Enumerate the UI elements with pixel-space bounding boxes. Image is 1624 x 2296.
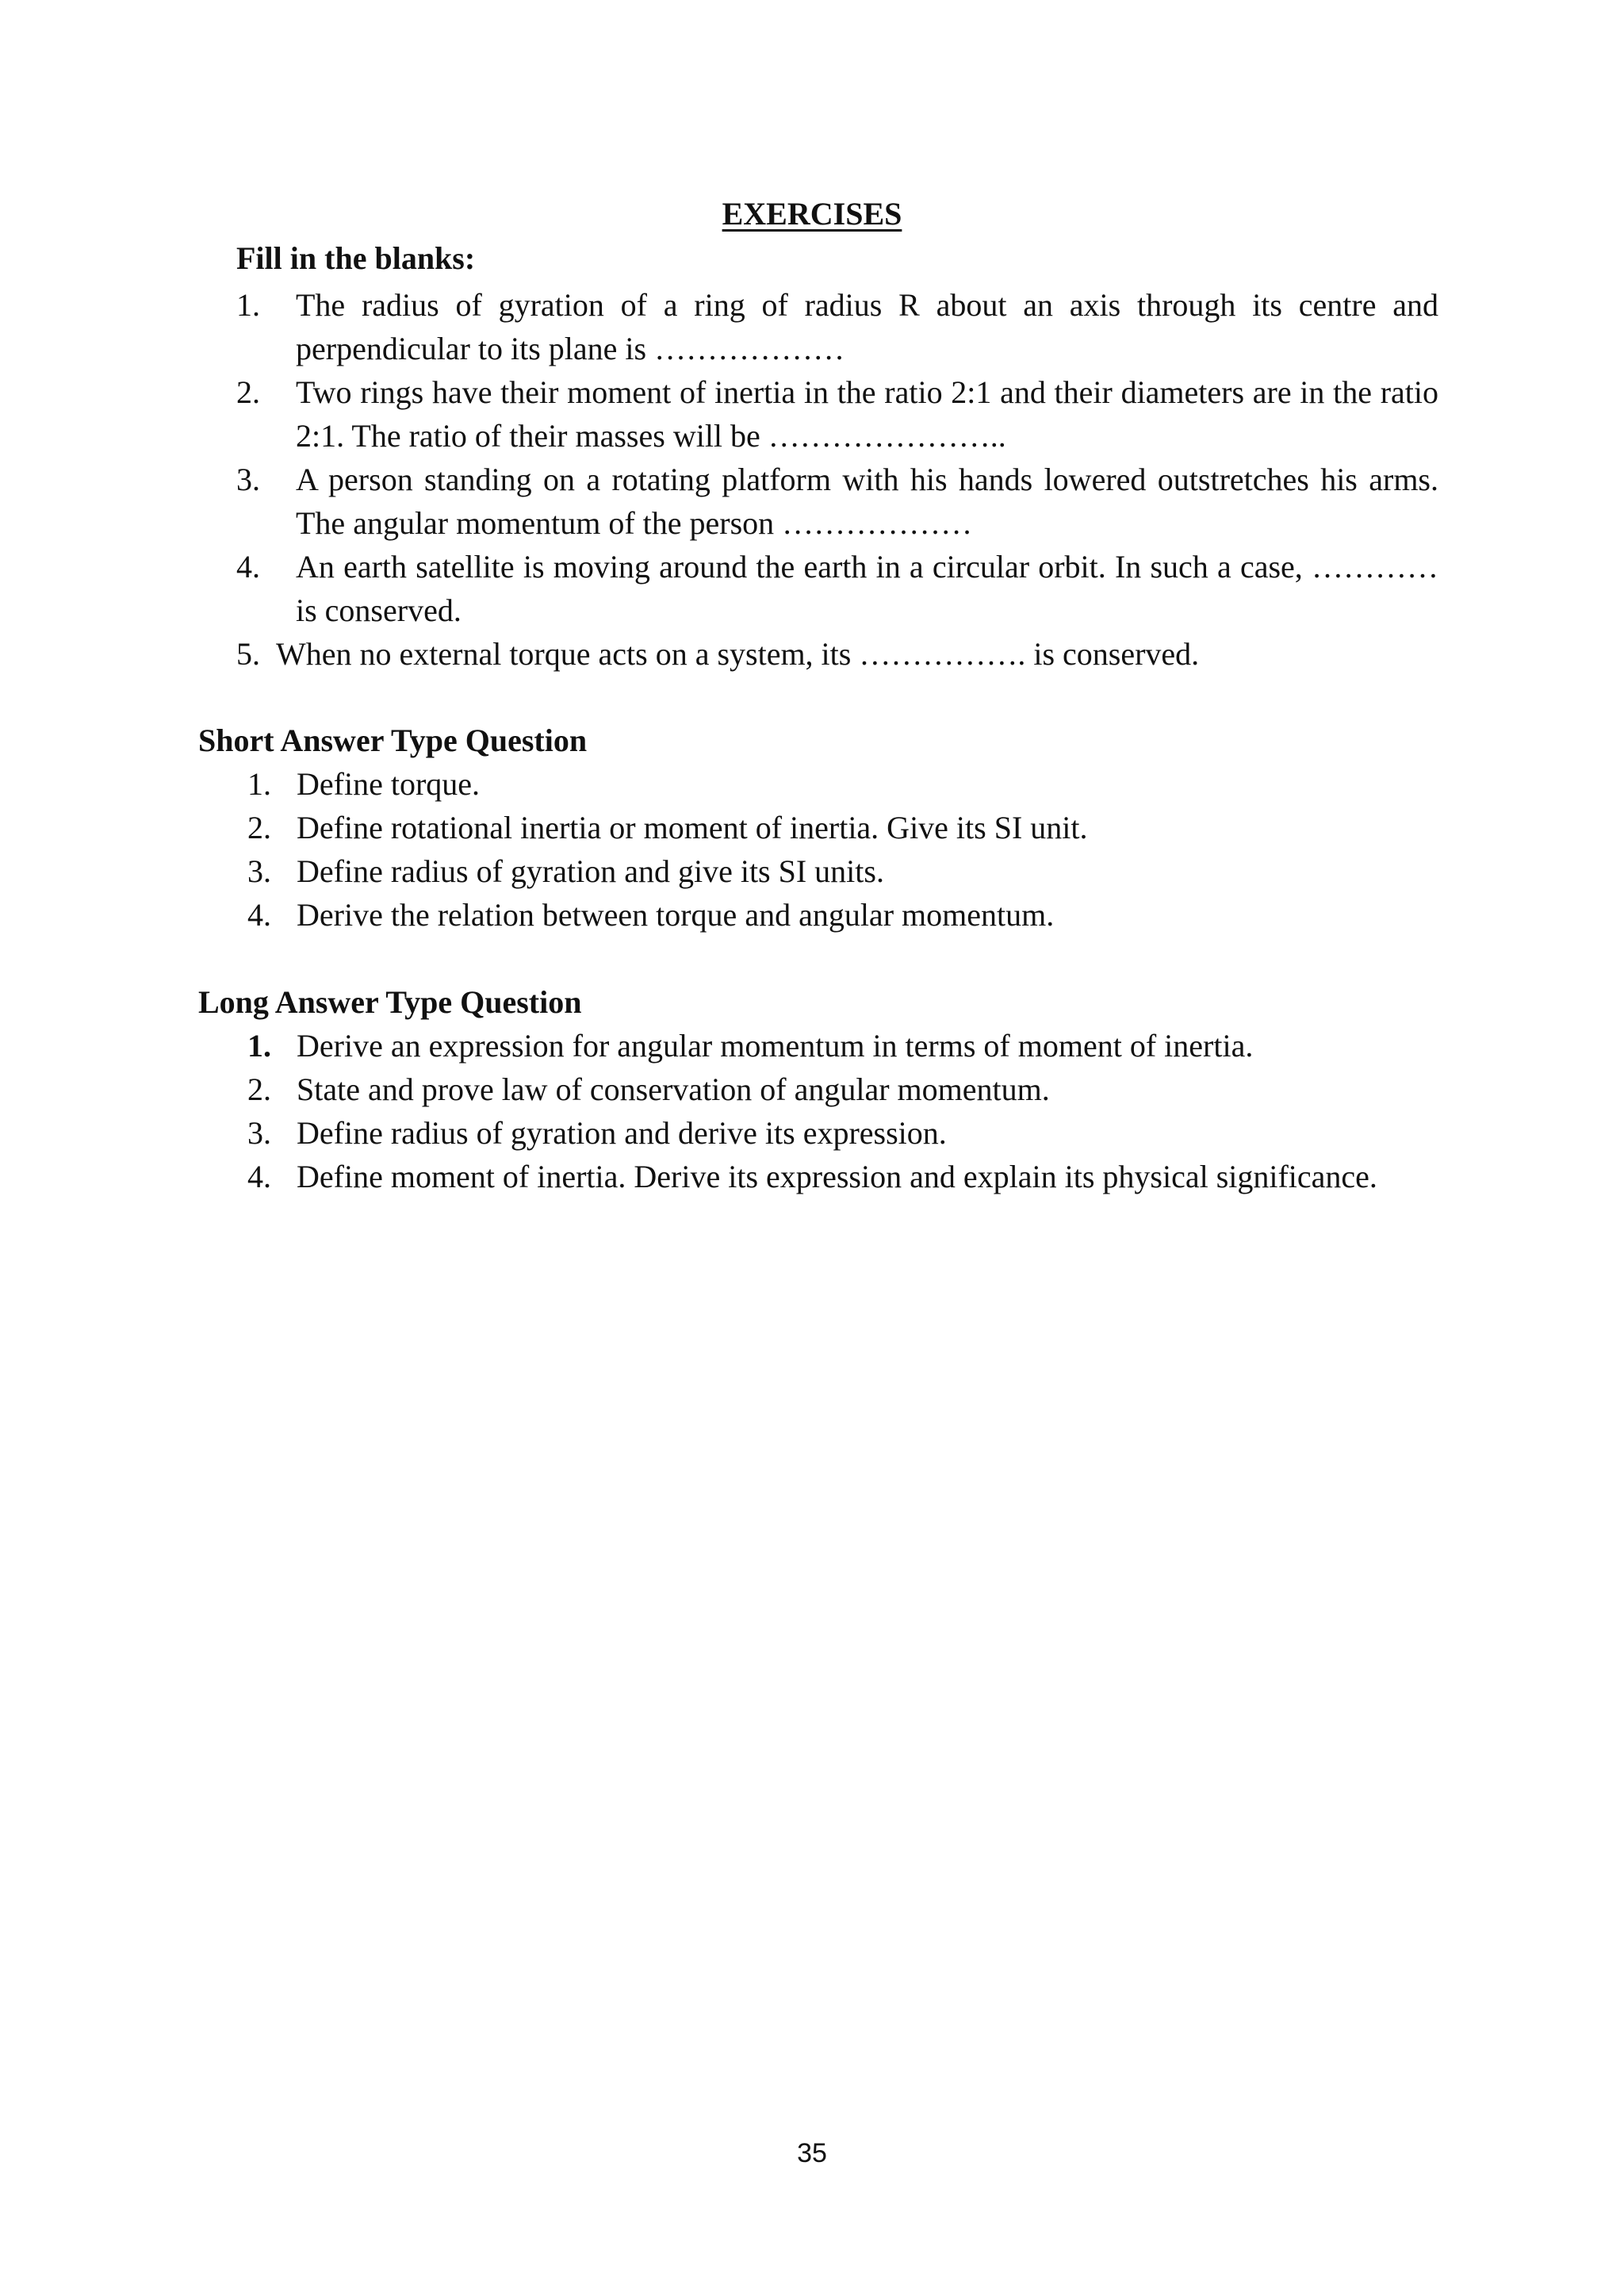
list-item xyxy=(247,893,1437,937)
item-number: 1. xyxy=(236,287,260,323)
item-text: Define rotational inertia or moment of inertia. Give its SI unit. xyxy=(297,810,1088,845)
list-item xyxy=(247,849,1437,893)
item-number: 3. xyxy=(247,853,271,889)
item-number: 1. xyxy=(247,1028,271,1064)
item-number: 3. xyxy=(236,462,260,497)
list-item xyxy=(247,1024,1437,1068)
page-heading: EXERCISES xyxy=(722,196,902,232)
item-number: 3. xyxy=(247,1115,271,1151)
item-number: 2. xyxy=(236,374,260,410)
long-answer-title: Long Answer Type Question xyxy=(198,984,582,1020)
short-answer-title: Short Answer Type Question xyxy=(198,723,588,758)
item-text: Define moment of inertia. Derive its expression and explain its physical significance. xyxy=(297,1159,1377,1194)
list-item xyxy=(236,632,1438,676)
item-text: Derive an expression for angular momentum in terms of moment of inertia. xyxy=(297,1028,1254,1064)
fill-in-blanks-title: Fill in the blanks: xyxy=(236,240,476,276)
item-number: 2. xyxy=(247,1071,271,1107)
list-item xyxy=(236,283,1438,370)
item-number: 4. xyxy=(247,897,271,933)
list-item xyxy=(247,806,1437,849)
item-text: Define radius of gyration and give its SI units. xyxy=(297,853,884,889)
item-text: The radius of gyration of a ring of radius R about an axis through its centre and perpendicular to its plane is ……………… xyxy=(296,287,1438,366)
item-text: Two rings have their moment of inertia in the ratio 2:1 and their diameters are in the ratio 2:1. The ratio of their masses will be ………………….. xyxy=(296,374,1438,454)
item-number: 2. xyxy=(247,810,271,845)
list-item xyxy=(247,1155,1437,1198)
list-item xyxy=(236,545,1438,632)
item-text: State and prove law of conservation of angular momentum. xyxy=(297,1071,1050,1107)
page-number: 35 xyxy=(797,2138,827,2168)
item-text: An earth satellite is moving around the earth in a circular orbit. In such a case, ………… is conserved. xyxy=(296,549,1438,628)
list-item xyxy=(236,458,1438,545)
list-item xyxy=(236,370,1438,458)
item-number: 4. xyxy=(247,1159,271,1194)
item-number: 1. xyxy=(247,766,271,802)
item-number: 5. xyxy=(236,636,260,672)
item-text: When no external torque acts on a system, its ……………. is conserved. xyxy=(276,636,1200,672)
list-item xyxy=(247,1068,1437,1111)
item-text: Define radius of gyration and derive its expression. xyxy=(297,1115,947,1151)
item-number: 4. xyxy=(236,549,260,585)
item-text: Define torque. xyxy=(297,766,481,802)
item-text: A person standing on a rotating platform with his hands lowered outstretches his arms. The angular momentum of the person ……………… xyxy=(296,462,1438,541)
list-item xyxy=(247,1111,1437,1155)
list-item xyxy=(247,762,1437,806)
item-text: Derive the relation between torque and angular momentum. xyxy=(297,897,1055,933)
